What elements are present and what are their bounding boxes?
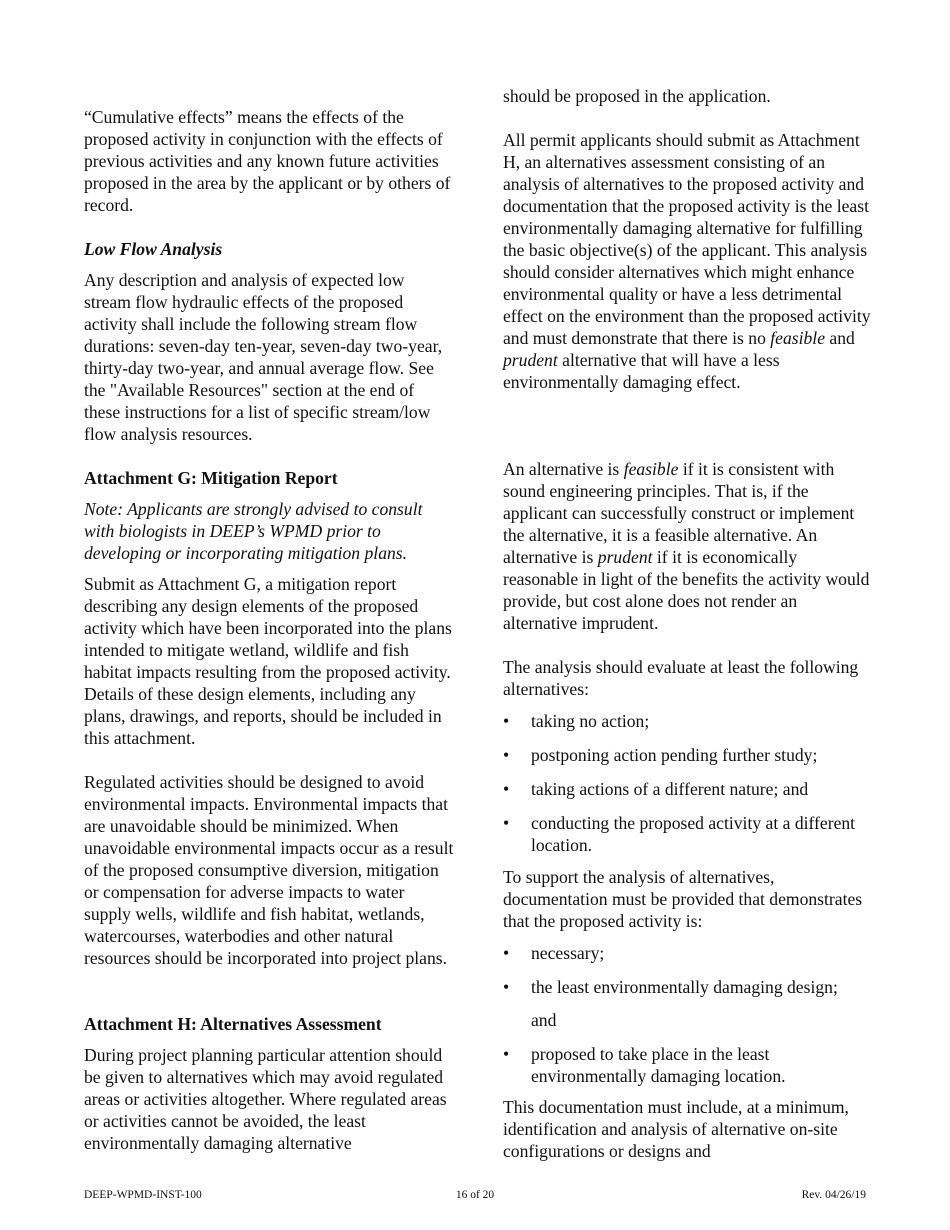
analysis-intro-paragraph: The analysis should evaluate at least the following alternatives: — [503, 657, 859, 699]
regulated-activities-paragraph: Regulated activities should be designed to avoid environmental impacts. Environmental impacts that are unavoidable should be minimized. When unavoidable environmental impacts occur as a result of the proposed consumptive diversion, mitigation or compensation for adverse impacts to water supply wells, wildlife and fish habitat, wetlands, watercourses, waterbodies and other natural resources should be incorporated into project plans. — [84, 772, 454, 968]
list-item: • proposed to take place in the least environmentally damaging location. — [503, 1044, 786, 1086]
cumulative-effects-paragraph: “Cumulative effects” means the effects of the proposed activity in conjunction with the effects of previous activities and any known future activities proposed in the area by the applicant or by others of record. — [84, 107, 451, 215]
low-flow-heading: Low Flow Analysis — [84, 239, 223, 259]
bullet-icon: • — [503, 977, 510, 997]
footer-revision: Rev. 04/26/19 — [801, 1189, 866, 1201]
list-item: • conducting the proposed activity at a different location. — [503, 813, 856, 855]
list-item: • taking actions of a different nature; and — [503, 779, 809, 799]
prudent-emphasis: prudent — [503, 350, 558, 370]
bullet-icon: • — [503, 711, 510, 731]
demonstration-list — [503, 942, 873, 1087]
bullet-icon: • — [503, 779, 510, 799]
documentation-paragraph: This documentation must include, at a minimum, identification and analysis of alternative on-site configurations or designs and — [503, 1097, 849, 1161]
attachment-g-note: Note: Applicants are strongly advised to consult with biologists in DEEP’s WPMD prior to developing or incorporating mitigation plans. — [84, 499, 423, 563]
footer-page-number: 16 of 20 — [455, 1189, 495, 1201]
bullet-icon: • — [503, 813, 510, 833]
attachment-g-heading: Attachment G: Mitigation Report — [84, 468, 338, 488]
list-item: • postponing action pending further study; — [503, 745, 818, 765]
attachment-h-heading: Attachment H: Alternatives Assessment — [84, 1014, 382, 1034]
alternative-definition-paragraph: An alternative is feasible if it is consistent with sound engineering principles. That is, if the applicant can successfully construct or implement the alternative, it is a feasible alternative. An alternative is prudent if it is economically reasonable in light of the benefits the activity would provide, but cost alone does not render an alternative imprudent. — [503, 459, 870, 633]
permit-applicants-paragraph: All permit applicants should submit as Attachment H, an alternatives assessment consisting of an analysis of alternatives to the proposed activity and documentation that the proposed activity is the least environmentally damaging alternative for fulfilling the basic objective(s) of the applicant. This analysis should consider alternatives which might enhance environmental quality or have a less detrimental effect on the environment than the proposed activity and must demonstrate that there is no feasible and prudent alternative that will have a less environmentally damaging effect. — [503, 130, 871, 392]
alternatives-list — [503, 710, 873, 856]
continued-paragraph: should be proposed in the application. — [503, 86, 771, 106]
bullet-icon: • — [503, 745, 510, 765]
low-flow-paragraph: Any description and analysis of expected low stream flow hydraulic effects of the proposed activity shall include the following stream flow durations: seven-day ten-year, seven-day two-year, thirty-day two-year, and annual average flow. See the "Available Resources" section at the end of these instructions for a list of specific stream/low flow analysis resources. — [84, 270, 443, 444]
list-item: • the least environmentally damaging design; and — [503, 977, 838, 1030]
list-item: • necessary; — [503, 943, 605, 963]
feasible-emphasis: feasible — [770, 328, 826, 348]
bullet-icon: • — [503, 1044, 510, 1064]
and-line: and — [531, 1010, 557, 1030]
list-item: • taking no action; — [503, 711, 650, 731]
support-analysis-paragraph: To support the analysis of alternatives, documentation must be provided that demonstrates that the proposed activity is: — [503, 867, 863, 931]
footer-document-id: DEEP-WPMD-INST-100 — [84, 1189, 202, 1201]
attachment-h-paragraph: During project planning particular attention should be given to alternatives which may avoid regulated areas or activities altogether. Where regulated areas or activities cannot be avoided, the least environmentally damaging alternative — [84, 1045, 447, 1153]
feasible-emphasis: feasible — [623, 459, 679, 479]
bullet-icon: • — [503, 943, 510, 963]
prudent-emphasis: prudent — [597, 547, 653, 567]
attachment-g-paragraph: Submit as Attachment G, a mitigation report describing any design elements of the proposed activity which have been incorporated into the plans intended to mitigate wetland, wildlife and fish habitat impacts resulting from the proposed activity. Details of these design elements, including any plans, drawings, and reports, should be included in this attachment. — [84, 574, 452, 748]
